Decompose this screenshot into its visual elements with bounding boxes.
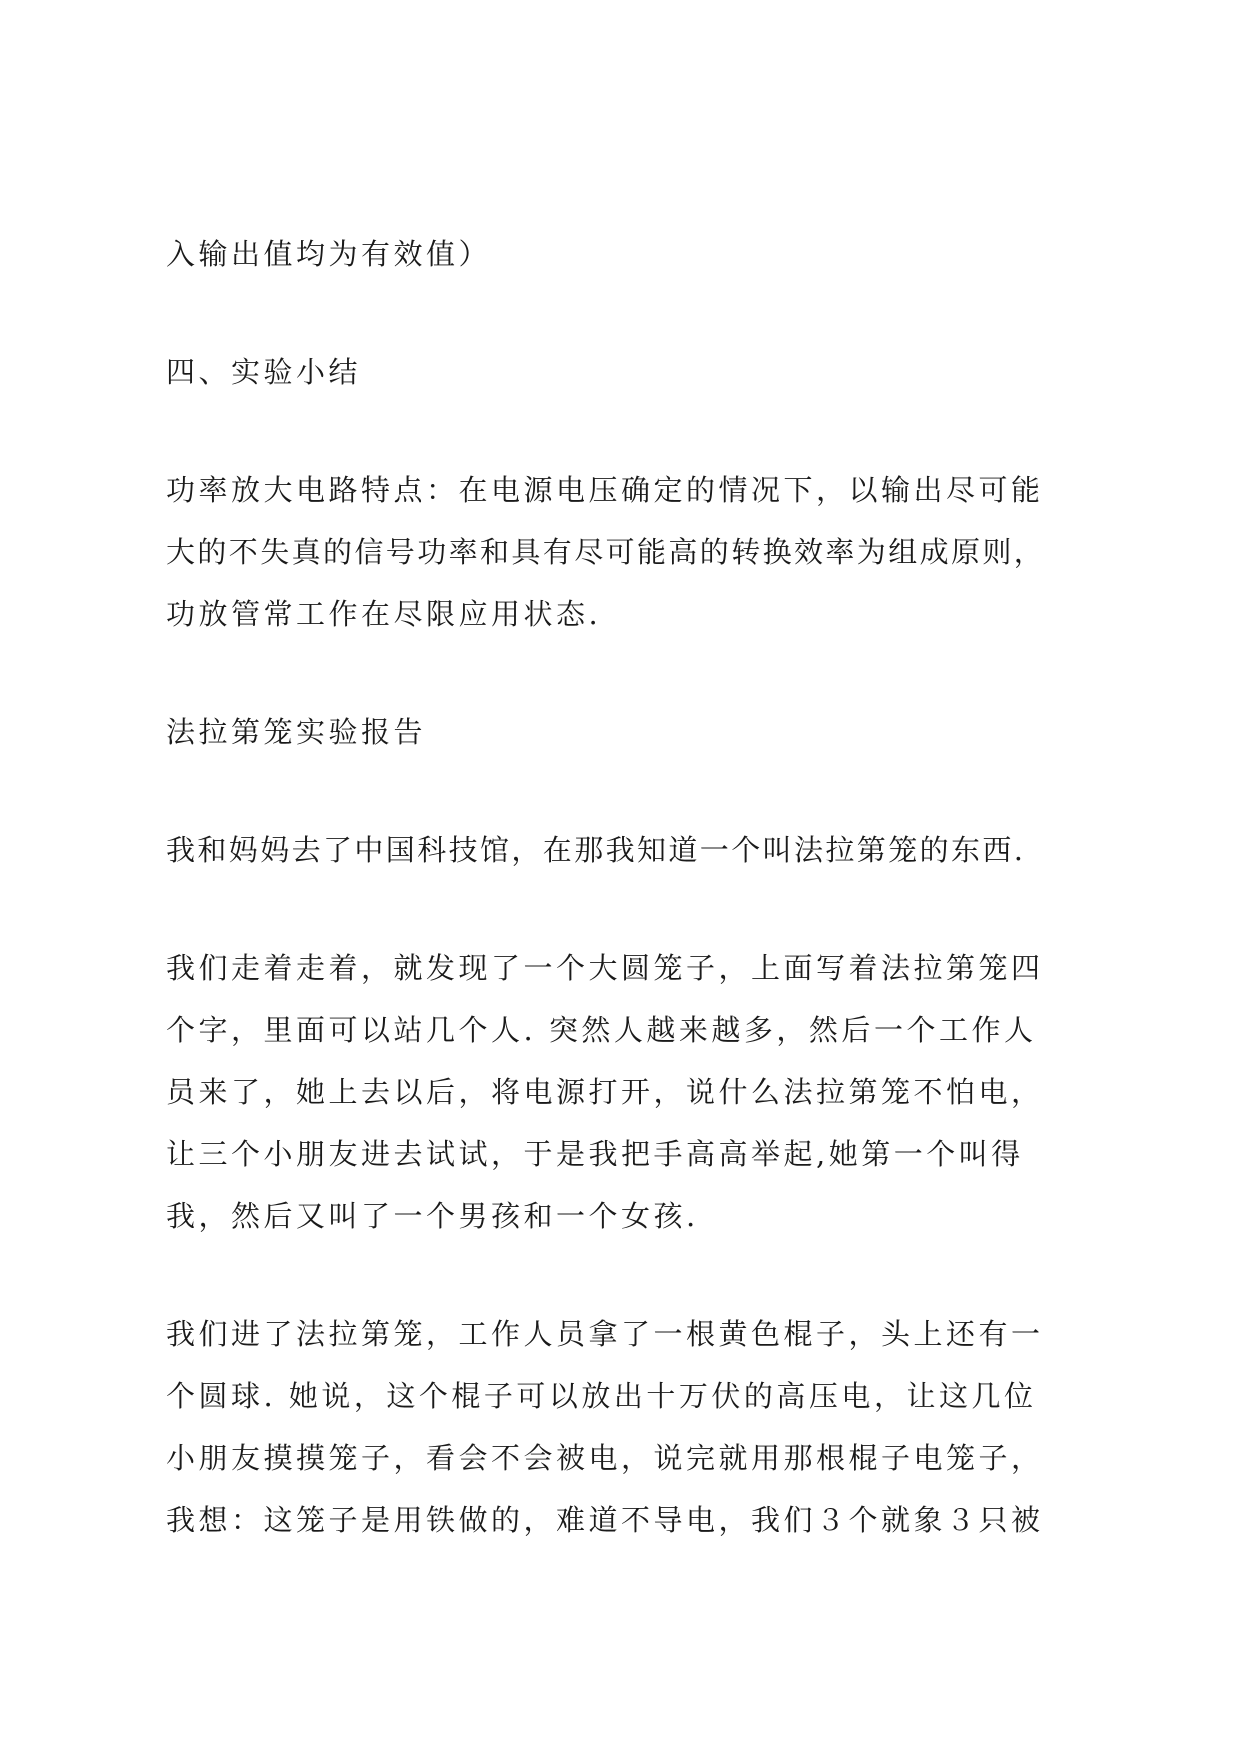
text-line: 个字，里面可以站几个人. 突然人越来越多，然后一个工作人 <box>166 1013 1037 1047</box>
text-line: 功率放大电路特点：在电源电压确定的情况下，以输出尽可能 <box>166 473 1044 507</box>
text-line: 我，然后又叫了一个男孩和一个女孩. <box>166 1199 699 1233</box>
text-line: 我想：这笼子是用铁做的，难道不导电，我们３个就象３只被 <box>166 1503 1044 1537</box>
text-line: 功放管常工作在尽限应用状态. <box>166 597 602 631</box>
text-line: 我们走着走着，就发现了一个大圆笼子，上面写着法拉第笼四 <box>166 951 1044 985</box>
report-title: 法拉第笼实验报告 <box>166 715 427 749</box>
text-line: 小朋友摸摸笼子，看会不会被电，说完就用那根棍子电笼子， <box>166 1441 1044 1475</box>
text-line: 个圆球. 她说，这个棍子可以放出十万伏的高压电，让这几位 <box>166 1379 1037 1413</box>
text-line: 让三个小朋友进去试试，于是我把手高高举起,她第一个叫得 <box>166 1137 1024 1171</box>
text-line: 入输出值均为有效值） <box>166 237 492 271</box>
text-line: 我们进了法拉第笼，工作人员拿了一根黄色棍子，头上还有一 <box>166 1317 1044 1351</box>
text-line: 大的不失真的信号功率和具有尽可能高的转换效率为组成原则， <box>166 535 1046 569</box>
section-heading: 四、实验小结 <box>166 355 362 389</box>
text-line: 员来了，她上去以后，将电源打开，说什么法拉第笼不怕电， <box>166 1075 1044 1109</box>
text-line: 我和妈妈去了中国科技馆，在那我知道一个叫法拉第笼的东西. <box>166 833 1026 867</box>
